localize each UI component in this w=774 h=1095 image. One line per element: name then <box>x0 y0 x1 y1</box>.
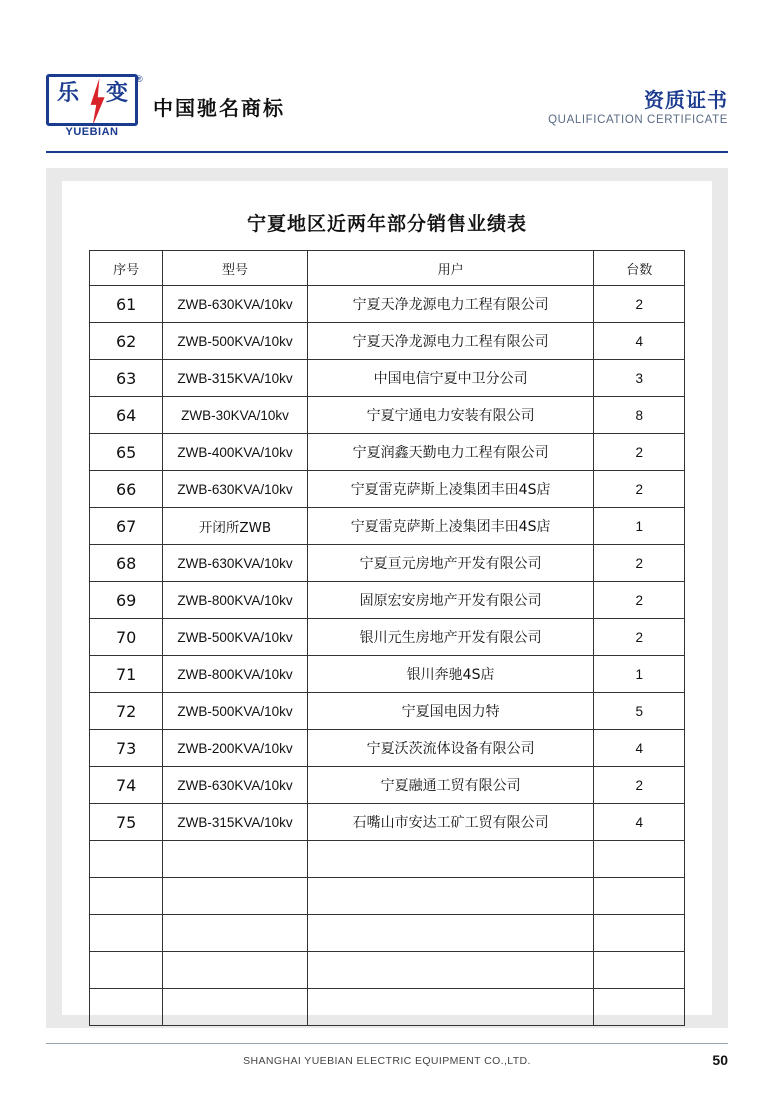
cell-no <box>90 989 163 1026</box>
cell-no: 75 <box>90 804 163 841</box>
cell-user: 宁夏润鑫天勤电力工程有限公司 <box>307 434 594 471</box>
cell-user: 银川奔驰4S店 <box>307 656 594 693</box>
cell-user <box>307 878 594 915</box>
cell-user: 宁夏沃茨流体设备有限公司 <box>307 730 594 767</box>
cell-model: 开闭所ZWB <box>163 508 307 545</box>
table-row <box>90 323 685 360</box>
cell-user: 宁夏雷克萨斯上凌集团丰田4S店 <box>307 508 594 545</box>
cell-model: ZWB-315KVA/10kv <box>163 360 307 397</box>
cell-no <box>90 841 163 878</box>
cell-no: 66 <box>90 471 163 508</box>
cell-model <box>163 841 307 878</box>
cell-user: 宁夏亘元房地产开发有限公司 <box>307 545 594 582</box>
cell-model: ZWB-630KVA/10kv <box>163 545 307 582</box>
cell-no: 61 <box>90 286 163 323</box>
table-row <box>90 878 685 915</box>
cell-qty: 5 <box>594 693 685 730</box>
logo-char-right: 变 <box>105 81 128 106</box>
cell-model <box>163 952 307 989</box>
cell-model: ZWB-315KVA/10kv <box>163 804 307 841</box>
cell-qty: 1 <box>594 656 685 693</box>
cell-no <box>90 878 163 915</box>
page-header <box>46 72 728 150</box>
cell-user: 中国电信宁夏中卫分公司 <box>307 360 594 397</box>
cell-no: 65 <box>90 434 163 471</box>
cell-user <box>307 989 594 1026</box>
cell-model: ZWB-630KVA/10kv <box>163 471 307 508</box>
table-row <box>90 915 685 952</box>
content-frame-inner <box>62 181 712 1015</box>
cell-qty: 2 <box>594 434 685 471</box>
cell-qty: 2 <box>594 619 685 656</box>
registered-trademark-icon: ® <box>136 74 143 84</box>
cell-qty: 4 <box>594 730 685 767</box>
cell-no: 68 <box>90 545 163 582</box>
cell-no: 73 <box>90 730 163 767</box>
table-row <box>90 360 685 397</box>
cell-no: 72 <box>90 693 163 730</box>
column-header-model: 型号 <box>163 251 307 286</box>
cell-user <box>307 841 594 878</box>
table-row <box>90 730 685 767</box>
brand-tagline: 中国驰名商标 <box>153 96 285 120</box>
table-row <box>90 989 685 1026</box>
cell-user: 宁夏国电因力特 <box>307 693 594 730</box>
header-divider <box>46 151 728 153</box>
table-title: 宁夏地区近两年部分销售业绩表 <box>246 213 527 235</box>
column-header-user: 用户 <box>307 251 594 286</box>
cell-no <box>90 915 163 952</box>
cell-model: ZWB-630KVA/10kv <box>163 767 307 804</box>
table-row <box>90 693 685 730</box>
cell-user: 宁夏宁通电力安装有限公司 <box>307 397 594 434</box>
table-row <box>90 656 685 693</box>
column-header-qty: 台数 <box>594 251 685 286</box>
cell-user: 银川元生房地产开发有限公司 <box>307 619 594 656</box>
table-row <box>90 286 685 323</box>
cell-user: 宁夏天净龙源电力工程有限公司 <box>307 323 594 360</box>
logo-english-text: YUEBIAN <box>65 126 119 138</box>
cell-qty: 2 <box>594 471 685 508</box>
table-row <box>90 471 685 508</box>
cell-qty <box>594 878 685 915</box>
table-row <box>90 508 685 545</box>
table-row <box>90 767 685 804</box>
cell-qty <box>594 841 685 878</box>
table-row <box>90 841 685 878</box>
cell-qty <box>594 989 685 1026</box>
logo-frame <box>46 74 138 126</box>
certificate-title-en: QUALIFICATION CERTIFICATE <box>548 114 728 126</box>
cell-model: ZWB-800KVA/10kv <box>163 656 307 693</box>
cell-no: 62 <box>90 323 163 360</box>
cell-model <box>163 915 307 952</box>
table-row <box>90 545 685 582</box>
cell-qty: 2 <box>594 767 685 804</box>
sales-performance-table <box>89 250 685 1026</box>
cell-no: 71 <box>90 656 163 693</box>
cell-qty: 2 <box>594 582 685 619</box>
cell-no: 69 <box>90 582 163 619</box>
cell-qty: 4 <box>594 323 685 360</box>
cell-model: ZWB-200KVA/10kv <box>163 730 307 767</box>
table-row <box>90 582 685 619</box>
footer-company-name: SHANGHAI YUEBIAN ELECTRIC EQUIPMENT CO.,LTD. <box>243 1055 531 1067</box>
cell-model <box>163 989 307 1026</box>
cell-no: 70 <box>90 619 163 656</box>
cell-user <box>307 915 594 952</box>
cell-user: 宁夏融通工贸有限公司 <box>307 767 594 804</box>
table-body <box>90 286 685 1026</box>
cell-model: ZWB-400KVA/10kv <box>163 434 307 471</box>
page-number: 50 <box>712 1052 728 1068</box>
cell-no: 64 <box>90 397 163 434</box>
content-frame-outer <box>46 168 728 1028</box>
table-row <box>90 804 685 841</box>
certificate-title-cn: 资质证书 <box>644 88 728 112</box>
cell-no: 67 <box>90 508 163 545</box>
cell-model: ZWB-500KVA/10kv <box>163 619 307 656</box>
table-header-row <box>90 251 685 286</box>
cell-qty: 3 <box>594 360 685 397</box>
table-row <box>90 434 685 471</box>
cell-model: ZWB-630KVA/10kv <box>163 286 307 323</box>
cell-no <box>90 952 163 989</box>
cell-model: ZWB-800KVA/10kv <box>163 582 307 619</box>
table-row <box>90 397 685 434</box>
company-logo <box>46 74 142 138</box>
cell-qty: 2 <box>594 286 685 323</box>
cell-user: 宁夏天净龙源电力工程有限公司 <box>307 286 594 323</box>
column-header-no: 序号 <box>90 251 163 286</box>
cell-qty: 2 <box>594 545 685 582</box>
lightning-bolt-icon <box>87 78 107 126</box>
logo-char-left: 乐 <box>57 81 80 106</box>
cell-user: 宁夏雷克萨斯上凌集团丰田4S店 <box>307 471 594 508</box>
cell-qty: 1 <box>594 508 685 545</box>
cell-user <box>307 952 594 989</box>
cell-qty: 8 <box>594 397 685 434</box>
cell-qty <box>594 952 685 989</box>
table-row <box>90 952 685 989</box>
cell-qty <box>594 915 685 952</box>
table-row <box>90 619 685 656</box>
cell-no: 74 <box>90 767 163 804</box>
cell-model: ZWB-30KVA/10kv <box>163 397 307 434</box>
cell-model <box>163 878 307 915</box>
cell-qty: 4 <box>594 804 685 841</box>
footer-divider <box>46 1043 728 1044</box>
cell-model: ZWB-500KVA/10kv <box>163 693 307 730</box>
cell-no: 63 <box>90 360 163 397</box>
cell-user: 固原宏安房地产开发有限公司 <box>307 582 594 619</box>
cell-user: 石嘴山市安达工矿工贸有限公司 <box>307 804 594 841</box>
cell-model: ZWB-500KVA/10kv <box>163 323 307 360</box>
